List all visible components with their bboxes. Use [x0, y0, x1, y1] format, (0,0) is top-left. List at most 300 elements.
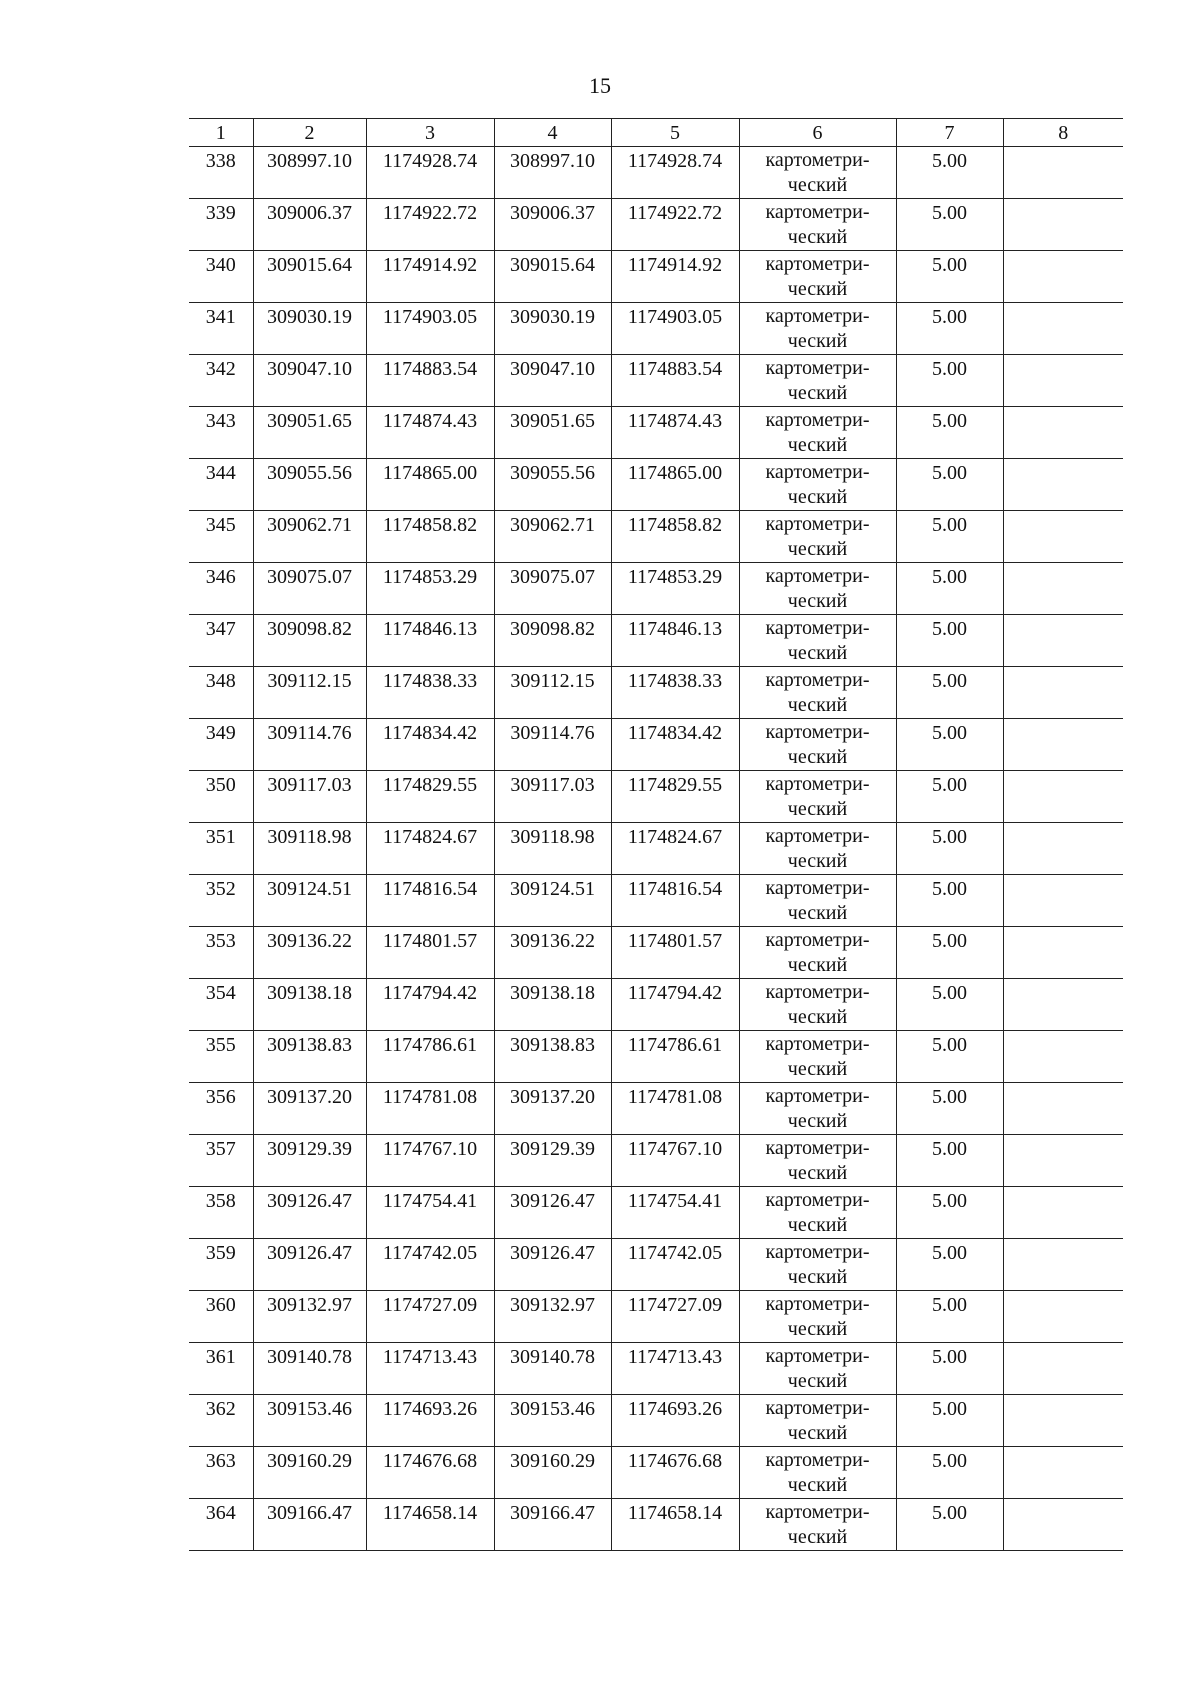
y-coordinate-cell: 1174903.05 [366, 303, 494, 355]
y-coordinate-cell: 1174767.10 [366, 1135, 494, 1187]
table-row [189, 719, 1123, 771]
y-coordinate-cell: 1174824.67 [366, 823, 494, 875]
y-coordinate-new-cell: 1174922.72 [611, 199, 739, 251]
note-cell [1003, 667, 1123, 719]
accuracy-cell: 5.00 [896, 251, 1003, 303]
method-line-1: картометри- [765, 877, 870, 899]
note-cell [1003, 251, 1123, 303]
x-coordinate-cell: 309047.10 [253, 355, 366, 407]
note-cell [1003, 407, 1123, 459]
table-row [189, 1499, 1123, 1551]
table-row [189, 407, 1123, 459]
note-cell [1003, 1187, 1123, 1239]
table-row [189, 771, 1123, 823]
x-coordinate-new-cell: 309015.64 [494, 251, 611, 303]
accuracy-cell: 5.00 [896, 771, 1003, 823]
x-coordinate-new-cell: 309118.98 [494, 823, 611, 875]
accuracy-cell: 5.00 [896, 1291, 1003, 1343]
accuracy-cell: 5.00 [896, 1447, 1003, 1499]
table-row [189, 355, 1123, 407]
y-coordinate-new-cell: 1174658.14 [611, 1499, 739, 1551]
accuracy-cell: 5.00 [896, 563, 1003, 615]
method-line-1: картометри- [765, 461, 870, 483]
point-number-cell: 348 [189, 667, 253, 719]
x-coordinate-new-cell: 309055.56 [494, 459, 611, 511]
y-coordinate-cell: 1174754.41 [366, 1187, 494, 1239]
point-number-cell: 357 [189, 1135, 253, 1187]
y-coordinate-cell: 1174713.43 [366, 1343, 494, 1395]
page-number: 15 [589, 73, 611, 98]
y-coordinate-new-cell: 1174914.92 [611, 251, 739, 303]
y-coordinate-new-cell: 1174676.68 [611, 1447, 739, 1499]
note-cell [1003, 1395, 1123, 1447]
method-line-1: картометри- [765, 825, 870, 847]
method-line-2: ческий [787, 1422, 848, 1444]
method-line-1: картометри- [765, 357, 870, 379]
x-coordinate-cell: 309138.83 [253, 1031, 366, 1083]
y-coordinate-new-cell: 1174846.13 [611, 615, 739, 667]
y-coordinate-new-cell: 1174693.26 [611, 1395, 739, 1447]
method-line-1: картометри- [765, 1033, 870, 1055]
y-coordinate-cell: 1174883.54 [366, 355, 494, 407]
point-number-cell: 350 [189, 771, 253, 823]
method-cell [739, 667, 896, 719]
x-coordinate-new-cell: 309006.37 [494, 199, 611, 251]
x-coordinate-new-cell: 309138.18 [494, 979, 611, 1031]
table-header [189, 119, 1123, 147]
method-cell [739, 303, 896, 355]
method-line-1: картометри- [765, 565, 870, 587]
method-line-2: ческий [787, 1266, 848, 1288]
table-row [189, 927, 1123, 979]
y-coordinate-new-cell: 1174903.05 [611, 303, 739, 355]
table-row [189, 615, 1123, 667]
table-row [189, 147, 1123, 199]
y-coordinate-new-cell: 1174786.61 [611, 1031, 739, 1083]
y-coordinate-new-cell: 1174754.41 [611, 1187, 739, 1239]
x-coordinate-cell: 308997.10 [253, 147, 366, 199]
table-row [189, 979, 1123, 1031]
method-line-1: картометри- [765, 1189, 870, 1211]
accuracy-cell: 5.00 [896, 303, 1003, 355]
method-line-2: ческий [787, 1526, 848, 1548]
point-number-cell: 341 [189, 303, 253, 355]
x-coordinate-cell: 309117.03 [253, 771, 366, 823]
note-cell [1003, 615, 1123, 667]
method-line-2: ческий [787, 1162, 848, 1184]
y-coordinate-new-cell: 1174767.10 [611, 1135, 739, 1187]
x-coordinate-new-cell: 309140.78 [494, 1343, 611, 1395]
point-number-cell: 360 [189, 1291, 253, 1343]
method-line-2: ческий [787, 1058, 848, 1080]
x-coordinate-new-cell: 309075.07 [494, 563, 611, 615]
x-coordinate-new-cell: 308997.10 [494, 147, 611, 199]
table-row [189, 1447, 1123, 1499]
method-cell [739, 511, 896, 563]
method-cell [739, 1239, 896, 1291]
column-header-4: 4 [494, 119, 611, 147]
x-coordinate-new-cell: 309132.97 [494, 1291, 611, 1343]
x-coordinate-cell: 309160.29 [253, 1447, 366, 1499]
method-line-1: картометри- [765, 617, 870, 639]
method-line-1: картометри- [765, 149, 870, 171]
note-cell [1003, 927, 1123, 979]
point-number-cell: 358 [189, 1187, 253, 1239]
method-line-2: ческий [787, 746, 848, 768]
method-cell [739, 1083, 896, 1135]
accuracy-cell: 5.00 [896, 719, 1003, 771]
method-line-1: картометри- [765, 513, 870, 535]
x-coordinate-cell: 309136.22 [253, 927, 366, 979]
method-cell [739, 1031, 896, 1083]
x-coordinate-new-cell: 309114.76 [494, 719, 611, 771]
y-coordinate-cell: 1174834.42 [366, 719, 494, 771]
table-row [189, 459, 1123, 511]
y-coordinate-cell: 1174829.55 [366, 771, 494, 823]
table-row [189, 251, 1123, 303]
x-coordinate-cell: 309140.78 [253, 1343, 366, 1395]
method-cell [739, 1187, 896, 1239]
method-cell [739, 615, 896, 667]
method-cell [739, 251, 896, 303]
header-row [189, 119, 1123, 147]
method-line-2: ческий [787, 1370, 848, 1392]
accuracy-cell: 5.00 [896, 1499, 1003, 1551]
method-line-2: ческий [787, 1214, 848, 1236]
note-cell [1003, 1499, 1123, 1551]
method-cell [739, 355, 896, 407]
method-line-2: ческий [787, 694, 848, 716]
y-coordinate-new-cell: 1174727.09 [611, 1291, 739, 1343]
method-cell [739, 1291, 896, 1343]
x-coordinate-new-cell: 309138.83 [494, 1031, 611, 1083]
note-cell [1003, 771, 1123, 823]
x-coordinate-cell: 309098.82 [253, 615, 366, 667]
note-cell [1003, 875, 1123, 927]
x-coordinate-cell: 309138.18 [253, 979, 366, 1031]
accuracy-cell: 5.00 [896, 355, 1003, 407]
note-cell [1003, 979, 1123, 1031]
method-line-2: ческий [787, 902, 848, 924]
table-row [189, 511, 1123, 563]
y-coordinate-cell: 1174727.09 [366, 1291, 494, 1343]
x-coordinate-cell: 309051.65 [253, 407, 366, 459]
column-header-3: 3 [366, 119, 494, 147]
y-coordinate-new-cell: 1174781.08 [611, 1083, 739, 1135]
table-row [189, 667, 1123, 719]
method-line-1: картометри- [765, 201, 870, 223]
method-cell [739, 1343, 896, 1395]
note-cell [1003, 147, 1123, 199]
column-header-6: 6 [739, 119, 896, 147]
y-coordinate-cell: 1174816.54 [366, 875, 494, 927]
x-coordinate-new-cell: 309166.47 [494, 1499, 611, 1551]
point-number-cell: 345 [189, 511, 253, 563]
x-coordinate-new-cell: 309062.71 [494, 511, 611, 563]
x-coordinate-cell: 309015.64 [253, 251, 366, 303]
point-number-cell: 354 [189, 979, 253, 1031]
y-coordinate-cell: 1174858.82 [366, 511, 494, 563]
x-coordinate-cell: 309166.47 [253, 1499, 366, 1551]
note-cell [1003, 511, 1123, 563]
point-number-cell: 346 [189, 563, 253, 615]
note-cell [1003, 1239, 1123, 1291]
column-header-7: 7 [896, 119, 1003, 147]
coordinates-table [189, 118, 1123, 1551]
table-row [189, 1343, 1123, 1395]
table-row [189, 303, 1123, 355]
table-row [189, 1291, 1123, 1343]
accuracy-cell: 5.00 [896, 459, 1003, 511]
column-header-5: 5 [611, 119, 739, 147]
point-number-cell: 347 [189, 615, 253, 667]
method-cell [739, 1447, 896, 1499]
note-cell [1003, 563, 1123, 615]
method-cell [739, 1395, 896, 1447]
y-coordinate-cell: 1174786.61 [366, 1031, 494, 1083]
method-line-2: ческий [787, 1474, 848, 1496]
method-line-2: ческий [787, 226, 848, 248]
y-coordinate-new-cell: 1174713.43 [611, 1343, 739, 1395]
method-cell [739, 1499, 896, 1551]
column-header-8: 8 [1003, 119, 1123, 147]
method-line-1: картометри- [765, 1293, 870, 1315]
method-line-2: ческий [787, 1110, 848, 1132]
point-number-cell: 356 [189, 1083, 253, 1135]
accuracy-cell: 5.00 [896, 615, 1003, 667]
note-cell [1003, 1447, 1123, 1499]
y-coordinate-new-cell: 1174838.33 [611, 667, 739, 719]
point-number-cell: 339 [189, 199, 253, 251]
x-coordinate-new-cell: 309051.65 [494, 407, 611, 459]
y-coordinate-new-cell: 1174865.00 [611, 459, 739, 511]
x-coordinate-cell: 309153.46 [253, 1395, 366, 1447]
column-header-1: 1 [189, 119, 253, 147]
y-coordinate-cell: 1174781.08 [366, 1083, 494, 1135]
x-coordinate-new-cell: 309153.46 [494, 1395, 611, 1447]
accuracy-cell: 5.00 [896, 979, 1003, 1031]
y-coordinate-new-cell: 1174883.54 [611, 355, 739, 407]
y-coordinate-new-cell: 1174794.42 [611, 979, 739, 1031]
method-cell [739, 979, 896, 1031]
method-line-2: ческий [787, 954, 848, 976]
x-coordinate-cell: 309118.98 [253, 823, 366, 875]
method-cell [739, 147, 896, 199]
x-coordinate-new-cell: 309137.20 [494, 1083, 611, 1135]
table-row [189, 1083, 1123, 1135]
note-cell [1003, 1083, 1123, 1135]
method-line-2: ческий [787, 1318, 848, 1340]
table-row [189, 1395, 1123, 1447]
method-cell [739, 1135, 896, 1187]
x-coordinate-cell: 309114.76 [253, 719, 366, 771]
method-line-2: ческий [787, 330, 848, 352]
method-line-1: картометри- [765, 1345, 870, 1367]
y-coordinate-cell: 1174742.05 [366, 1239, 494, 1291]
note-cell [1003, 1343, 1123, 1395]
y-coordinate-cell: 1174853.29 [366, 563, 494, 615]
y-coordinate-cell: 1174922.72 [366, 199, 494, 251]
table-body [189, 147, 1123, 1551]
method-cell [739, 875, 896, 927]
x-coordinate-new-cell: 309098.82 [494, 615, 611, 667]
x-coordinate-cell: 309126.47 [253, 1239, 366, 1291]
table-row [189, 875, 1123, 927]
x-coordinate-cell: 309112.15 [253, 667, 366, 719]
method-line-2: ческий [787, 850, 848, 872]
y-coordinate-cell: 1174846.13 [366, 615, 494, 667]
method-line-2: ческий [787, 642, 848, 664]
accuracy-cell: 5.00 [896, 823, 1003, 875]
y-coordinate-new-cell: 1174853.29 [611, 563, 739, 615]
method-cell [739, 719, 896, 771]
method-line-1: картометри- [765, 669, 870, 691]
method-line-2: ческий [787, 382, 848, 404]
x-coordinate-new-cell: 309126.47 [494, 1239, 611, 1291]
method-line-1: картометри- [765, 981, 870, 1003]
x-coordinate-cell: 309055.56 [253, 459, 366, 511]
method-line-1: картометри- [765, 1137, 870, 1159]
table-row [189, 1187, 1123, 1239]
method-line-1: картометри- [765, 1397, 870, 1419]
table-row [189, 1031, 1123, 1083]
y-coordinate-new-cell: 1174928.74 [611, 147, 739, 199]
method-line-2: ческий [787, 798, 848, 820]
method-cell [739, 407, 896, 459]
point-number-cell: 344 [189, 459, 253, 511]
method-line-1: картометри- [765, 721, 870, 743]
y-coordinate-new-cell: 1174829.55 [611, 771, 739, 823]
x-coordinate-new-cell: 309047.10 [494, 355, 611, 407]
y-coordinate-new-cell: 1174858.82 [611, 511, 739, 563]
point-number-cell: 338 [189, 147, 253, 199]
accuracy-cell: 5.00 [896, 1187, 1003, 1239]
method-cell [739, 459, 896, 511]
point-number-cell: 362 [189, 1395, 253, 1447]
method-line-1: картометри- [765, 1449, 870, 1471]
x-coordinate-cell: 309124.51 [253, 875, 366, 927]
accuracy-cell: 5.00 [896, 1343, 1003, 1395]
method-cell [739, 563, 896, 615]
table-row [189, 1239, 1123, 1291]
accuracy-cell: 5.00 [896, 1239, 1003, 1291]
point-number-cell: 342 [189, 355, 253, 407]
point-number-cell: 351 [189, 823, 253, 875]
note-cell [1003, 1291, 1123, 1343]
x-coordinate-cell: 309129.39 [253, 1135, 366, 1187]
y-coordinate-cell: 1174801.57 [366, 927, 494, 979]
point-number-cell: 363 [189, 1447, 253, 1499]
method-line-2: ческий [787, 538, 848, 560]
x-coordinate-new-cell: 309136.22 [494, 927, 611, 979]
method-line-1: картометри- [765, 1241, 870, 1263]
method-cell [739, 199, 896, 251]
y-coordinate-new-cell: 1174742.05 [611, 1239, 739, 1291]
method-line-1: картометри- [765, 409, 870, 431]
note-cell [1003, 199, 1123, 251]
x-coordinate-new-cell: 309160.29 [494, 1447, 611, 1499]
accuracy-cell: 5.00 [896, 1083, 1003, 1135]
method-line-2: ческий [787, 486, 848, 508]
accuracy-cell: 5.00 [896, 407, 1003, 459]
y-coordinate-cell: 1174693.26 [366, 1395, 494, 1447]
accuracy-cell: 5.00 [896, 511, 1003, 563]
x-coordinate-cell: 309137.20 [253, 1083, 366, 1135]
point-number-cell: 343 [189, 407, 253, 459]
accuracy-cell: 5.00 [896, 927, 1003, 979]
note-cell [1003, 459, 1123, 511]
y-coordinate-new-cell: 1174874.43 [611, 407, 739, 459]
method-line-1: картометри- [765, 1501, 870, 1523]
y-coordinate-cell: 1174676.68 [366, 1447, 494, 1499]
table-row [189, 563, 1123, 615]
note-cell [1003, 355, 1123, 407]
method-line-2: ческий [787, 174, 848, 196]
point-number-cell: 352 [189, 875, 253, 927]
method-line-2: ческий [787, 278, 848, 300]
y-coordinate-cell: 1174865.00 [366, 459, 494, 511]
y-coordinate-new-cell: 1174816.54 [611, 875, 739, 927]
x-coordinate-cell: 309030.19 [253, 303, 366, 355]
point-number-cell: 364 [189, 1499, 253, 1551]
x-coordinate-cell: 309126.47 [253, 1187, 366, 1239]
accuracy-cell: 5.00 [896, 1135, 1003, 1187]
x-coordinate-new-cell: 309030.19 [494, 303, 611, 355]
note-cell [1003, 1031, 1123, 1083]
x-coordinate-cell: 309075.07 [253, 563, 366, 615]
x-coordinate-new-cell: 309129.39 [494, 1135, 611, 1187]
point-number-cell: 359 [189, 1239, 253, 1291]
note-cell [1003, 1135, 1123, 1187]
x-coordinate-new-cell: 309124.51 [494, 875, 611, 927]
y-coordinate-new-cell: 1174834.42 [611, 719, 739, 771]
y-coordinate-new-cell: 1174801.57 [611, 927, 739, 979]
table-row [189, 1135, 1123, 1187]
method-line-1: картометри- [765, 929, 870, 951]
method-line-1: картометри- [765, 305, 870, 327]
note-cell [1003, 823, 1123, 875]
x-coordinate-cell: 309132.97 [253, 1291, 366, 1343]
y-coordinate-cell: 1174928.74 [366, 147, 494, 199]
y-coordinate-new-cell: 1174824.67 [611, 823, 739, 875]
accuracy-cell: 5.00 [896, 875, 1003, 927]
y-coordinate-cell: 1174874.43 [366, 407, 494, 459]
y-coordinate-cell: 1174794.42 [366, 979, 494, 1031]
accuracy-cell: 5.00 [896, 199, 1003, 251]
x-coordinate-cell: 309062.71 [253, 511, 366, 563]
column-header-2: 2 [253, 119, 366, 147]
method-cell [739, 927, 896, 979]
point-number-cell: 353 [189, 927, 253, 979]
point-number-cell: 355 [189, 1031, 253, 1083]
note-cell [1003, 719, 1123, 771]
method-line-1: картометри- [765, 773, 870, 795]
y-coordinate-cell: 1174914.92 [366, 251, 494, 303]
y-coordinate-cell: 1174838.33 [366, 667, 494, 719]
x-coordinate-new-cell: 309112.15 [494, 667, 611, 719]
x-coordinate-cell: 309006.37 [253, 199, 366, 251]
note-cell [1003, 303, 1123, 355]
method-line-1: картометри- [765, 1085, 870, 1107]
method-line-1: картометри- [765, 253, 870, 275]
x-coordinate-new-cell: 309126.47 [494, 1187, 611, 1239]
point-number-cell: 349 [189, 719, 253, 771]
point-number-cell: 340 [189, 251, 253, 303]
method-line-2: ческий [787, 1006, 848, 1028]
method-line-2: ческий [787, 590, 848, 612]
accuracy-cell: 5.00 [896, 147, 1003, 199]
y-coordinate-cell: 1174658.14 [366, 1499, 494, 1551]
